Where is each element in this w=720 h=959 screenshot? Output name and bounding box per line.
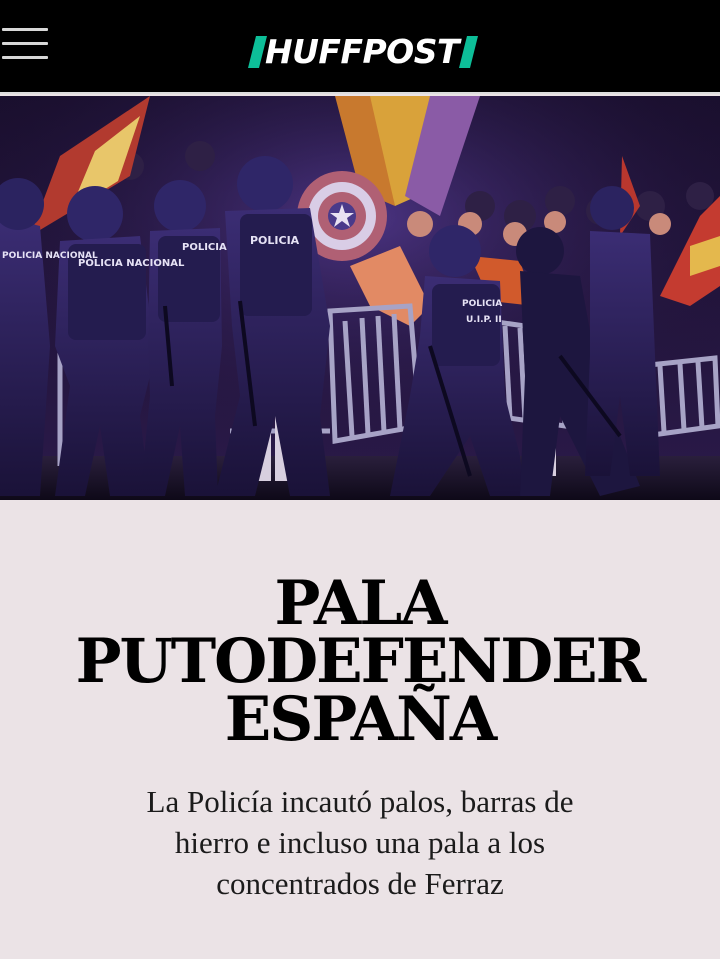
headline-line: PALA [274, 568, 446, 639]
vest-label-1: POLICIA NACIONAL [78, 258, 185, 269]
article-hero-image[interactable] [0, 96, 720, 500]
huffpost-logo[interactable] [252, 34, 474, 70]
subheadline-line: concentrados de Ferraz [216, 866, 504, 901]
vest-label-left: POLICIA NACIONAL [2, 251, 98, 261]
article-headline[interactable] [0, 568, 720, 755]
article-subheadline [60, 781, 660, 904]
hamburger-menu-icon[interactable] [2, 26, 48, 62]
headline-line: ESPAÑA [224, 684, 496, 755]
vest-label-2: POLICIA [182, 242, 227, 253]
subheadline-line: La Policía incautó palos, barras de [146, 784, 574, 819]
vest-label-4-unit: U.I.P. II [466, 315, 502, 325]
vest-label-3: POLICIA [250, 234, 300, 247]
vest-label-4: POLICIA [462, 299, 503, 309]
police-protest-photo [0, 96, 720, 500]
headline-line: PUTODEFENDER [75, 626, 645, 697]
subheadline-line: hierro e incluso una pala a los [174, 825, 546, 860]
logo-text: HUFFPOST [265, 32, 460, 71]
top-navigation-bar [0, 0, 720, 94]
